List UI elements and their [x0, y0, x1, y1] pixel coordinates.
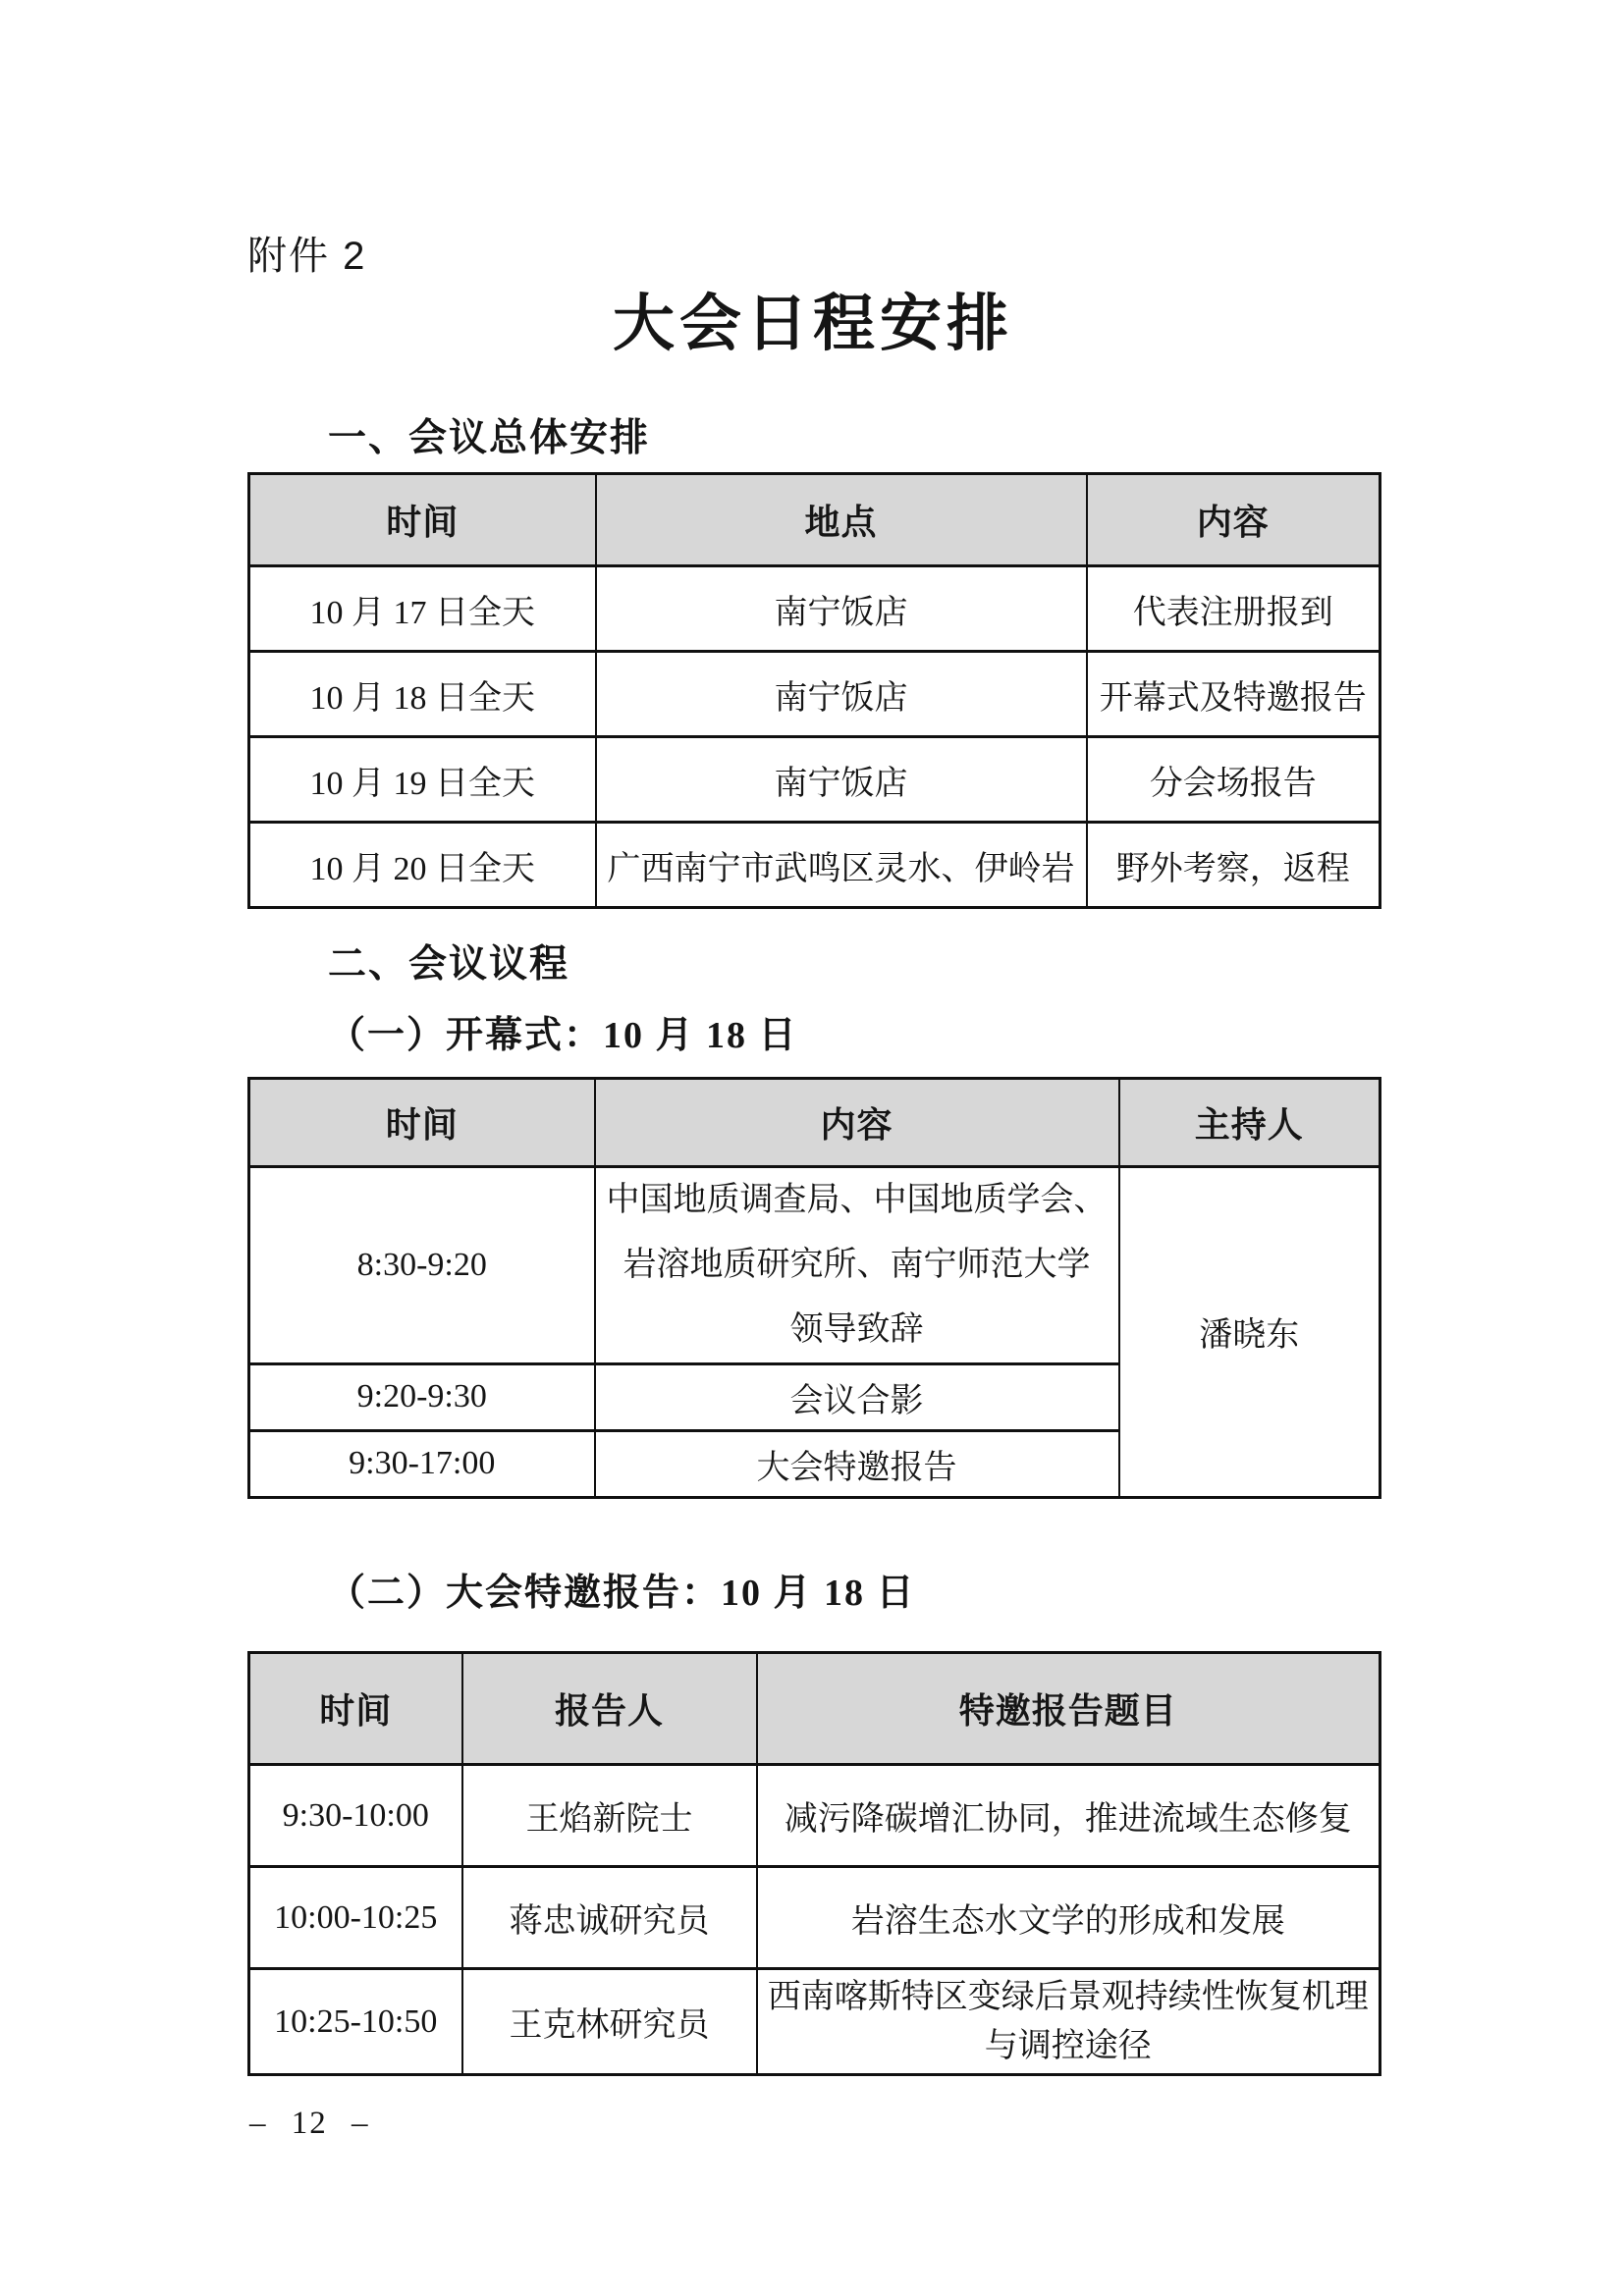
col-header-host: 主持人	[1119, 1078, 1380, 1166]
content-cell: 大会特邀报告	[595, 1430, 1119, 1497]
place-cell: 南宁饭店	[596, 652, 1087, 737]
speaker-cell: 王焰新院士	[462, 1765, 757, 1867]
time-cell: 10 月 19 日全天	[249, 737, 596, 823]
content-cell: 代表注册报到	[1087, 566, 1380, 652]
document-content	[247, 232, 1379, 2142]
col-header-content: 内容	[1087, 474, 1380, 566]
time-cell: 10:00-10:25	[249, 1867, 462, 1969]
invited-reports-table	[247, 1651, 1381, 2076]
overall-schedule-table	[247, 472, 1381, 909]
topic-cell	[757, 1969, 1380, 2075]
header-row	[249, 1653, 1380, 1765]
time-cell: 8:30-9:20	[249, 1166, 595, 1363]
content-line: 岩溶地质研究所、南宁师范大学	[623, 1246, 1091, 1283]
col-header-time: 时间	[249, 1078, 595, 1166]
opening-ceremony-table	[247, 1077, 1381, 1499]
table-row	[249, 1765, 1380, 1867]
content-lines	[602, 1168, 1112, 1362]
col-header-speaker: 报告人	[462, 1653, 757, 1765]
page-number: – 12 –	[249, 2106, 370, 2142]
speaker-cell: 王克林研究员	[462, 1969, 757, 2075]
table-row	[249, 652, 1380, 737]
topic-lines	[764, 1973, 1374, 2071]
table-row	[249, 566, 1380, 652]
place-cell: 南宁饭店	[596, 566, 1087, 652]
attachment-label: 附件 2	[247, 235, 367, 278]
col-header-topic: 特邀报告题目	[757, 1653, 1380, 1765]
topic-cell: 岩溶生态水文学的形成和发展	[757, 1867, 1380, 1969]
time-cell: 9:30-17:00	[249, 1430, 595, 1497]
col-header-time: 时间	[249, 1653, 462, 1765]
time-cell: 9:20-9:30	[249, 1363, 595, 1430]
place-cell: 南宁饭店	[596, 737, 1087, 823]
table-row	[249, 737, 1380, 823]
content-line: 领导致辞	[789, 1310, 924, 1348]
speaker-cell: 蒋忠诚研究员	[462, 1867, 757, 1969]
time-cell: 9:30-10:00	[249, 1765, 462, 1867]
subsection-heading-opening: （一）开幕式：10 月 18 日	[328, 1015, 798, 1057]
content-cell: 分会场报告	[1087, 737, 1380, 823]
content-line: 中国地质调查局、中国地质学会、	[606, 1181, 1108, 1218]
table-row	[249, 1969, 1380, 2075]
page-title: 大会日程安排	[613, 290, 1013, 358]
time-cell: 10 月 18 日全天	[249, 652, 596, 737]
subsection-heading-invited: （二）大会特邀报告：10 月 18 日	[328, 1572, 916, 1614]
table-row	[249, 823, 1380, 908]
topic-line: 与调控途径	[984, 2027, 1152, 2064]
table-row	[249, 1867, 1380, 1969]
col-header-place: 地点	[596, 474, 1087, 566]
topic-cell: 减污降碳增汇协同，推进流域生态修复	[757, 1765, 1380, 1867]
content-cell	[595, 1166, 1119, 1363]
section-heading-overall: 一、会议总体安排	[328, 417, 651, 460]
header-row	[249, 474, 1380, 566]
host-cell: 潘晓东	[1119, 1166, 1380, 1497]
col-header-content: 内容	[595, 1078, 1119, 1166]
col-header-time: 时间	[249, 474, 596, 566]
content-cell: 会议合影	[595, 1363, 1119, 1430]
table-row	[249, 1166, 1380, 1363]
section-heading-agenda: 二、会议议程	[328, 943, 570, 987]
place-cell: 广西南宁市武鸣区灵水、伊岭岩	[596, 823, 1087, 908]
content-cell: 野外考察，返程	[1087, 823, 1380, 908]
topic-line: 西南喀斯特区变绿后景观持续性恢复机理	[767, 1978, 1369, 2015]
time-cell: 10:25-10:50	[249, 1969, 462, 2075]
content-cell: 开幕式及特邀报告	[1087, 652, 1380, 737]
header-row	[249, 1078, 1380, 1166]
time-cell: 10 月 17 日全天	[249, 566, 596, 652]
time-cell: 10 月 20 日全天	[249, 823, 596, 908]
